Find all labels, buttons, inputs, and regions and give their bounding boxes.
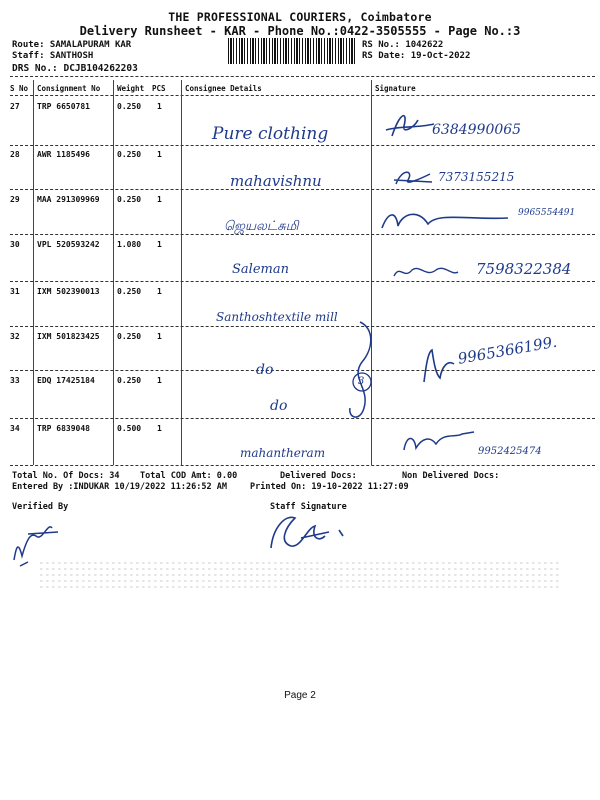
row-signature-phone: 9965554491 [518, 208, 576, 218]
row-weight: 0.250 [117, 376, 142, 385]
row-consignment: IXM 502390013 [37, 287, 100, 296]
row-signature-phone: 7598322384 [476, 260, 572, 278]
row-pcs: 1 [157, 424, 162, 433]
non-delivered-docs: Non Delivered Docs: [402, 471, 500, 481]
row-rule [10, 281, 595, 282]
route-label: Route: SAMALAPURAM KAR [12, 40, 132, 50]
row-weight: 0.250 [117, 332, 142, 341]
printed-on: Printed On: 19-10-2022 11:27:09 [250, 482, 409, 492]
row-consignee-handwritten: Santhoshtextile mill [216, 310, 338, 324]
row-weight: 0.250 [117, 195, 142, 204]
col-divider [181, 80, 182, 465]
row-pcs: 1 [157, 195, 162, 204]
row-rule [10, 189, 595, 190]
row-consignment: MAA 291309969 [37, 195, 100, 204]
total-docs: Total No. Of Docs: 34 [12, 471, 120, 481]
rs-date: RS Date: 19-Oct-2022 [362, 51, 471, 61]
row-consignment: EDQ 17425184 [37, 376, 95, 385]
row-rule [10, 234, 595, 235]
ditto-count-annotation: 3 [358, 376, 365, 387]
stamp-residue [40, 560, 560, 590]
row-sno: 28 [10, 150, 20, 159]
staff-signature-label: Staff Signature [270, 502, 347, 512]
row-consignee-handwritten: Saleman [232, 262, 289, 277]
row-consignee-handwritten: Pure clothing [212, 124, 329, 144]
col-sno: S No [10, 84, 29, 93]
row-signature [392, 262, 462, 286]
row-consignee-handwritten: ஜெயலட்சுமி [224, 219, 299, 234]
row-sno: 30 [10, 240, 20, 249]
col-signature: Signature [375, 84, 416, 93]
row-consignment: TRP 6839048 [37, 424, 90, 433]
staff-label: Staff: SANTHOSH [12, 51, 94, 61]
row-signature [378, 108, 438, 146]
row-pcs: 1 [157, 240, 162, 249]
row-weight: 0.250 [117, 102, 142, 111]
row-pcs: 1 [157, 332, 162, 341]
row-pcs: 1 [157, 102, 162, 111]
row-signature-phone: 9952425474 [478, 446, 542, 457]
row-sno: 31 [10, 287, 20, 296]
table-bottom-rule [10, 465, 595, 466]
col-consignee: Consignee Details [185, 84, 262, 93]
header-rule [10, 95, 595, 96]
row-weight: 0.250 [117, 150, 142, 159]
last-consignee-handwritten: mahantheram [240, 446, 326, 460]
row-consignment: IXM 501823425 [37, 332, 100, 341]
row-consignment: TRP 6650781 [37, 102, 90, 111]
row-pcs: 1 [157, 376, 162, 385]
row-sno: 29 [10, 195, 20, 204]
col-consignment: Consignment No [37, 84, 101, 93]
runsheet-subtitle: Delivery Runsheet - KAR - Phone No.:0422-3505555 - Page No.:3 [79, 24, 521, 38]
row-signature [418, 346, 458, 390]
col-pcs: PCS [152, 84, 166, 93]
row-weight: 0.250 [117, 287, 142, 296]
row-rule [10, 418, 595, 419]
row-consignee-handwritten: do [256, 362, 274, 378]
row-weight: 0.500 [117, 424, 142, 433]
ditto-bracket-mark [340, 318, 380, 432]
row-sno: 32 [10, 332, 20, 341]
row-pcs: 1 [157, 150, 162, 159]
total-cod: Total COD Amt: 0.00 [140, 471, 238, 481]
row-weight: 1.080 [117, 240, 142, 249]
row-sno: 34 [10, 424, 20, 433]
drs-number: DRS No.: DCJB104262203 [12, 63, 138, 74]
company-title: THE PROFESSIONAL COURIERS, Coimbatore [168, 10, 432, 24]
row-signature [400, 428, 480, 460]
col-divider [33, 80, 34, 465]
col-weight: Weight [117, 84, 145, 93]
verified-by-label: Verified By [12, 502, 69, 512]
table-top-rule [10, 76, 595, 77]
row-rule [10, 326, 595, 327]
row-rule [10, 370, 595, 371]
barcode [228, 38, 356, 64]
delivered-docs: Delivered Docs: [280, 471, 357, 481]
row-sno: 33 [10, 376, 20, 385]
row-pcs: 1 [157, 287, 162, 296]
staff-signature [265, 508, 355, 562]
row-rule [10, 145, 595, 146]
row-sno: 27 [10, 102, 20, 111]
row-consignee-handwritten: mahavishnu [230, 172, 322, 190]
page-number: Page 2 [284, 690, 316, 701]
row-signature-phone: 6384990065 [432, 122, 522, 138]
col-divider [113, 80, 114, 465]
entered-by: Entered By :INDUKAR 10/19/2022 11:26:52 AM [12, 482, 227, 492]
row-consignee-handwritten: do [270, 398, 288, 414]
row-consignment: AWR 1185496 [37, 150, 90, 159]
row-consignment: VPL 520593242 [37, 240, 100, 249]
rs-number: RS No.: 1042622 [362, 40, 444, 50]
row-signature-phone: 7373155215 [438, 170, 515, 184]
row-signature-phone: 9965366199. [456, 332, 559, 368]
